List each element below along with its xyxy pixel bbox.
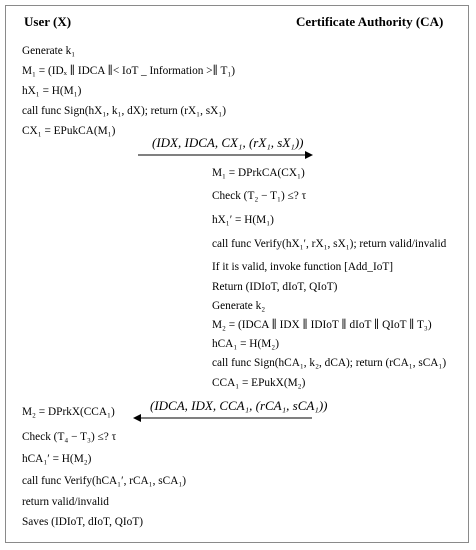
ca-step-build-m2: M₂ = (IDCA ∥ IDX ∥ IDIoT ∥ dIoT ∥ QIoT ∥ T₃): [212, 319, 432, 331]
ca-step-generate-k2: Generate k₂: [212, 300, 266, 312]
user-step-encrypt: CX₁ = EPukCA(M₁): [22, 125, 116, 137]
ca-step-check-time: Check (T₂ − T₁) ≤? τ: [212, 190, 307, 202]
message-2-label: (IDCA, IDX, CCA₁, (rCA₁, sCA₁)): [150, 398, 328, 413]
user-step-build-m1: M₁ = (IDₓ ∥ IDCA ∥< IoT _ Information >∥ T₁): [22, 65, 236, 77]
user-step-saves: Saves (IDIoT, dIoT, QIoT): [22, 516, 143, 528]
ca-step-return: Return (IDIoT, dIoT, QIoT): [212, 281, 338, 293]
user-step-check-time: Check (T₄ − T₃) ≤? τ: [22, 431, 117, 443]
ca-step-if-valid: If it is valid, invoke function [Add_IoT]: [212, 261, 394, 273]
ca-header: Certificate Authority (CA): [296, 14, 444, 29]
ca-step-verify: call func Verify(hX₁′, rX₁, sX₁); return valid/invalid: [212, 238, 447, 250]
user-step-decrypt: M₂ = DPrkX(CCA₁): [22, 406, 115, 418]
ca-step-hash: hX₁′ = H(M₁): [212, 214, 274, 226]
user-step-hash-m1: hX₁ = H(M₁): [22, 85, 82, 97]
user-x-header: User (X): [24, 14, 72, 29]
user-step-return-valid: return valid/invalid: [22, 496, 109, 508]
ca-step-encrypt: CCA₁ = EPukX(M₂): [212, 377, 306, 389]
message-1-label: (IDX, IDCA, CX₁, (rX₁, sX₁)): [152, 135, 304, 150]
user-step-sign: call func Sign(hX₁, k₁, dX); return (rX₁, sX₁): [22, 105, 226, 117]
ca-step-decrypt: M₁ = DPrkCA(CX₁): [212, 167, 305, 179]
user-step-generate-k1: Generate k₁: [22, 45, 76, 57]
ca-step-hash-m2: hCA₁ = H(M₂): [212, 338, 279, 350]
ca-step-sign: call func Sign(hCA₁, k₂, dCA); return (rCA₁, sCA₁): [212, 357, 447, 369]
user-step-hash-m2: hCA₁′ = H(M₂): [22, 453, 92, 465]
user-step-verify: call func Verify(hCA₁′, rCA₁, sCA₁): [22, 475, 187, 487]
